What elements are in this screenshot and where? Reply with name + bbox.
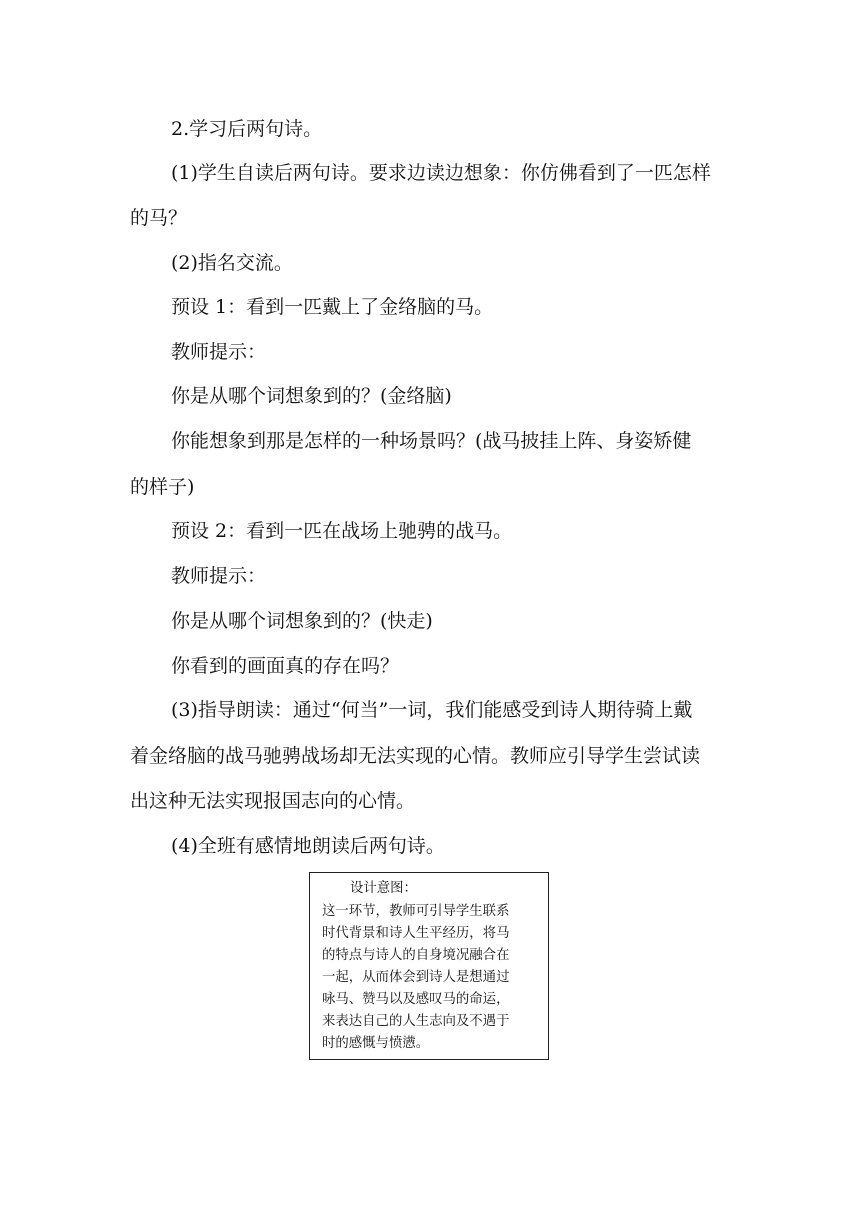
paragraph-line: (4)全班有感情地朗读后两句诗。 (171, 835, 445, 857)
paragraph-line: 教师提示： (171, 341, 267, 363)
paragraph-line: (1)学生自读后两句诗。要求边读边想象：你仿佛看到了一匹怎样 (171, 162, 711, 184)
paragraph-line: 你是从哪个词想象到的？(快走) (171, 610, 433, 632)
design-note-line: 时的感慨与愤懑。 (322, 1036, 430, 1051)
design-note-line: 这一环节，教师可引导学生联系 (322, 904, 510, 919)
paragraph-line: 你是从哪个词想象到的？(金络脑) (171, 385, 452, 407)
paragraph-line: 出这种无法实现报国志向的心情。 (130, 790, 416, 812)
design-note-line: 时代背景和诗人生平经历，将马 (322, 926, 510, 941)
paragraph-line: 着金络脑的战马驰骋战场却无法实现的心情。教师应引导学生尝试读 (130, 745, 701, 767)
design-note-box (309, 872, 549, 1060)
design-note-line: 一起，从而体会到诗人是想通过 (322, 970, 510, 985)
design-note-line: 的特点与诗人的自身境况融合在 (322, 948, 510, 963)
paragraph-line: 预设 1：看到一匹戴上了金络脑的马。 (171, 296, 494, 318)
design-note-line: 来表达自己的人生志向及不遇于 (322, 1014, 510, 1029)
section-heading: 2.学习后两句诗。 (171, 118, 323, 140)
design-note-title: 设计意图： (350, 881, 417, 896)
paragraph-line: 你能想象到那是怎样的一种场景吗？(战马披挂上阵、身姿矫健 (171, 430, 692, 452)
paragraph-line: (2)指名交流。 (171, 252, 293, 274)
paragraph-line: 教师提示： (171, 565, 267, 587)
paragraph-line: (3)指导朗读：通过“何当”一词，我们能感受到诗人期待骑上戴 (171, 699, 693, 721)
paragraph-line: 预设 2：看到一匹在战场上驰骋的战马。 (171, 520, 513, 542)
paragraph-line: 的马？ (130, 207, 188, 229)
design-note-line: 咏马、赞马以及感叹马的命运， (322, 992, 510, 1007)
paragraph-line: 的样子) (130, 476, 195, 498)
paragraph-line: 你看到的画面真的存在吗？ (171, 655, 400, 677)
